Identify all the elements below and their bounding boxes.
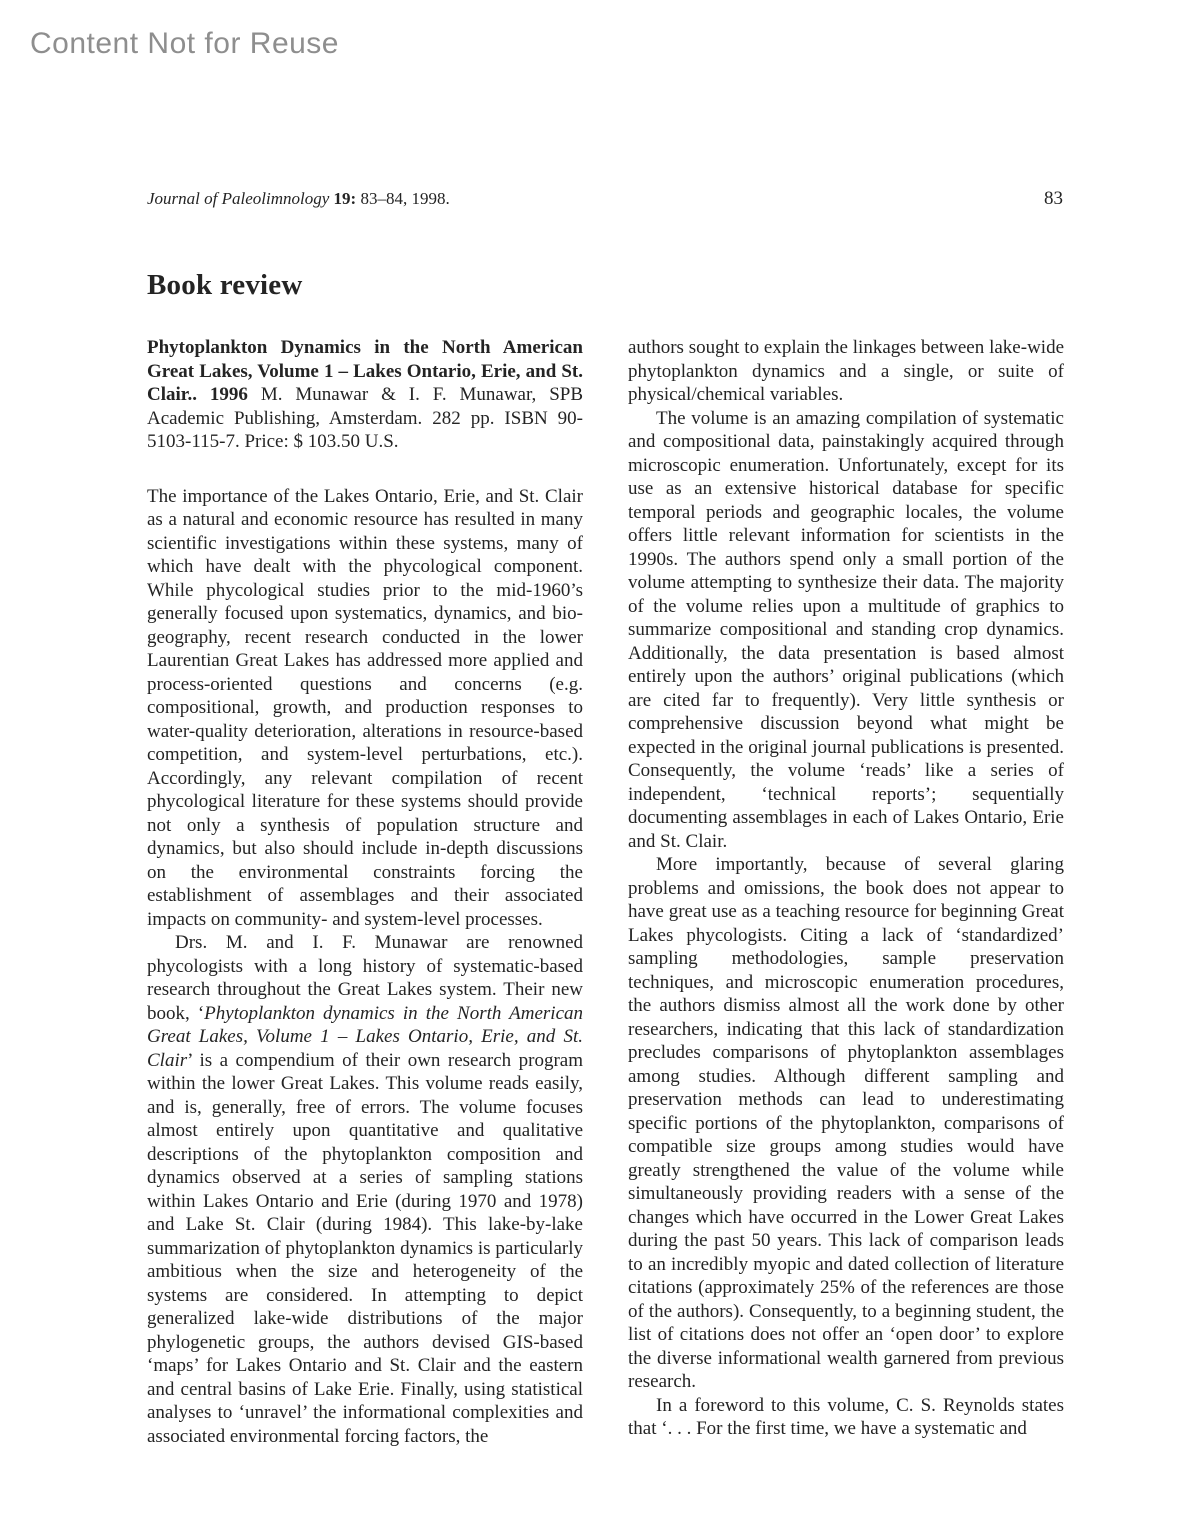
paragraph-authors-background (147, 931, 583, 1448)
paragraph-foreword: In a foreword to this volume, C. S. Reynolds states that ‘. . . For the first time, we have a systematic and (628, 1394, 1064, 1439)
citation-regular-part: M. Munawar & I. F. Munawar, SPB Academic Publishing, Amsterdam. 282 pp. ISBN 90-5103-115-7. Price: $ 103.50 U.S. (147, 384, 584, 452)
paragraph-problems-omissions: More importantly, because of several glaring problems and omissions, the book does not appear to have great use as a teaching resource for beginning Great Lakes phycologists. Citing a lack of ‘standardized’ sampling methodologies, sample preservation techniques, and microscopic enumeration procedures, the authors dismiss almost all the work done by other researchers, indicating that this lack of standardization precludes comparisons of phytoplankton assemblages among studies. Although different sampling and preservation methods can lead to underestimating specific portions of the phytoplankton, comparisons of compatible size groups among studies would have greatly strengthened the value of the volume while simultaneously providing readers with a sense of the changes which have occurred in the Lower Great Lakes during the past 50 years. This lack of comparison leads to an incredibly myopic and dated collection of literature citations (approximately 25% of the references are those of the authors). Consequently, to a beginning student, the list of citations does not offer an ‘open door’ to explore the diverse informational wealth garnered from previous research. (628, 854, 1064, 1392)
journal-volume: 19: (333, 189, 357, 208)
journal-pages: 83–84, 1998. (360, 189, 450, 208)
book-title-italic: Phytoplankton dynamics in the North American Great Lakes, Volume 1 – Lakes Ontario, Erie, and St. Clair (147, 1002, 584, 1071)
page-number: 83 (1044, 188, 1063, 209)
paragraph-importance: The importance of the Lakes Ontario, Erie, and St. Clair as a natural and economic resource has resulted in many scientific investigations within these systems, many of which have dealt with the phycological component. While phycological studies prior to the mid-1960’s generally focused upon systematics, dynamics, and bio-geography, recent research conducted in the lower Laurentian Great Lakes has addressed more applied and process-oriented questions and concerns (e.g. compositional, growth, and production responses to water-quality deterioration, alterations in resource-based competition, and system-level perturbations, etc.). Accordingly, any relevant compilation of recent phycological literature for these systems should provide not only a synthesis of population structure and dynamics, but also should include in-depth discussions on the environmental constraints forcing the establishment of assemblages and their associated impacts on community- and system-level processes. (147, 485, 583, 930)
journal-name: Journal of Paleolimnology (147, 189, 330, 208)
page-header (147, 188, 1063, 210)
paragraph-authors-after: ’ is a compendium of their own research program within the lower Great Lakes. This volume reads easily, and is, generally, free of errors. The volume focuses almost entirely upon quantitative and qualitative descriptions of the phytoplankton composition and dynamics observed at a series of sampling stations within Lakes Ontario and Erie (during 1970 and 1978) and Lake St. Clair (during 1984). This lake-by-lake summarization of phytoplankton dynamics is particularly ambitious when the size and heterogeneity of the systems are considered. In attempting to depict generalized lake-wide distributions of the major phylogenetic groups, the authors devised GIS-based ‘maps’ for Lakes Ontario and St. Clair and the eastern and central basins of Lake Erie. Finally, using statistical analyses to ‘unravel’ the informational complexities and associated environmental forcing factors, the (147, 1049, 583, 1447)
citation-bold-part: Phytoplankton Dynamics in the North American Great Lakes, Volume 1 – Lakes Ontario, Erie, and St. Clair.. 1996 (147, 337, 583, 405)
section-title: Book review (147, 269, 303, 301)
paragraph-continuation: authors sought to explain the linkages between lake-wide phytoplankton dynamics and a single, or suite of physical/chemical variables. (628, 337, 1064, 405)
article-body (147, 336, 1064, 1448)
journal-reference (147, 189, 450, 209)
book-citation (147, 336, 583, 454)
left-column (147, 336, 583, 1448)
watermark-text: Content Not for Reuse (30, 27, 339, 60)
right-column (628, 336, 1064, 1448)
paragraph-authors-before: Drs. M. and I. F. Munawar are renowned phycologists with a long history of systematic-based research throughout the Great Lakes system. Their new book, ‘ (147, 932, 583, 1024)
paragraph-volume-compilation: The volume is an amazing compilation of systematic and compositional data, painstakingly acquired through microscopic enumeration. Unfortunately, except for its use as an extensive historical database for specific temporal periods and geographic locales, the volume offers little relevant information for scientists in the 1990s. The authors spend only a small portion of the volume attempting to synthesize their data. The majority of the volume relies upon a multitude of graphics to summarize compositional and standing crop dynamics. Additionally, the data presentation is based almost entirely upon the authors’ original publications (which are cited far to frequently). Very little synthesis or comprehensive discussion beyond what might be expected in the original journal publications is presented. Consequently, the volume ‘reads’ like a series of independent, ‘technical reports’; sequentially documenting assemblages in each of Lakes Ontario, Erie and St. Clair. (628, 407, 1064, 852)
